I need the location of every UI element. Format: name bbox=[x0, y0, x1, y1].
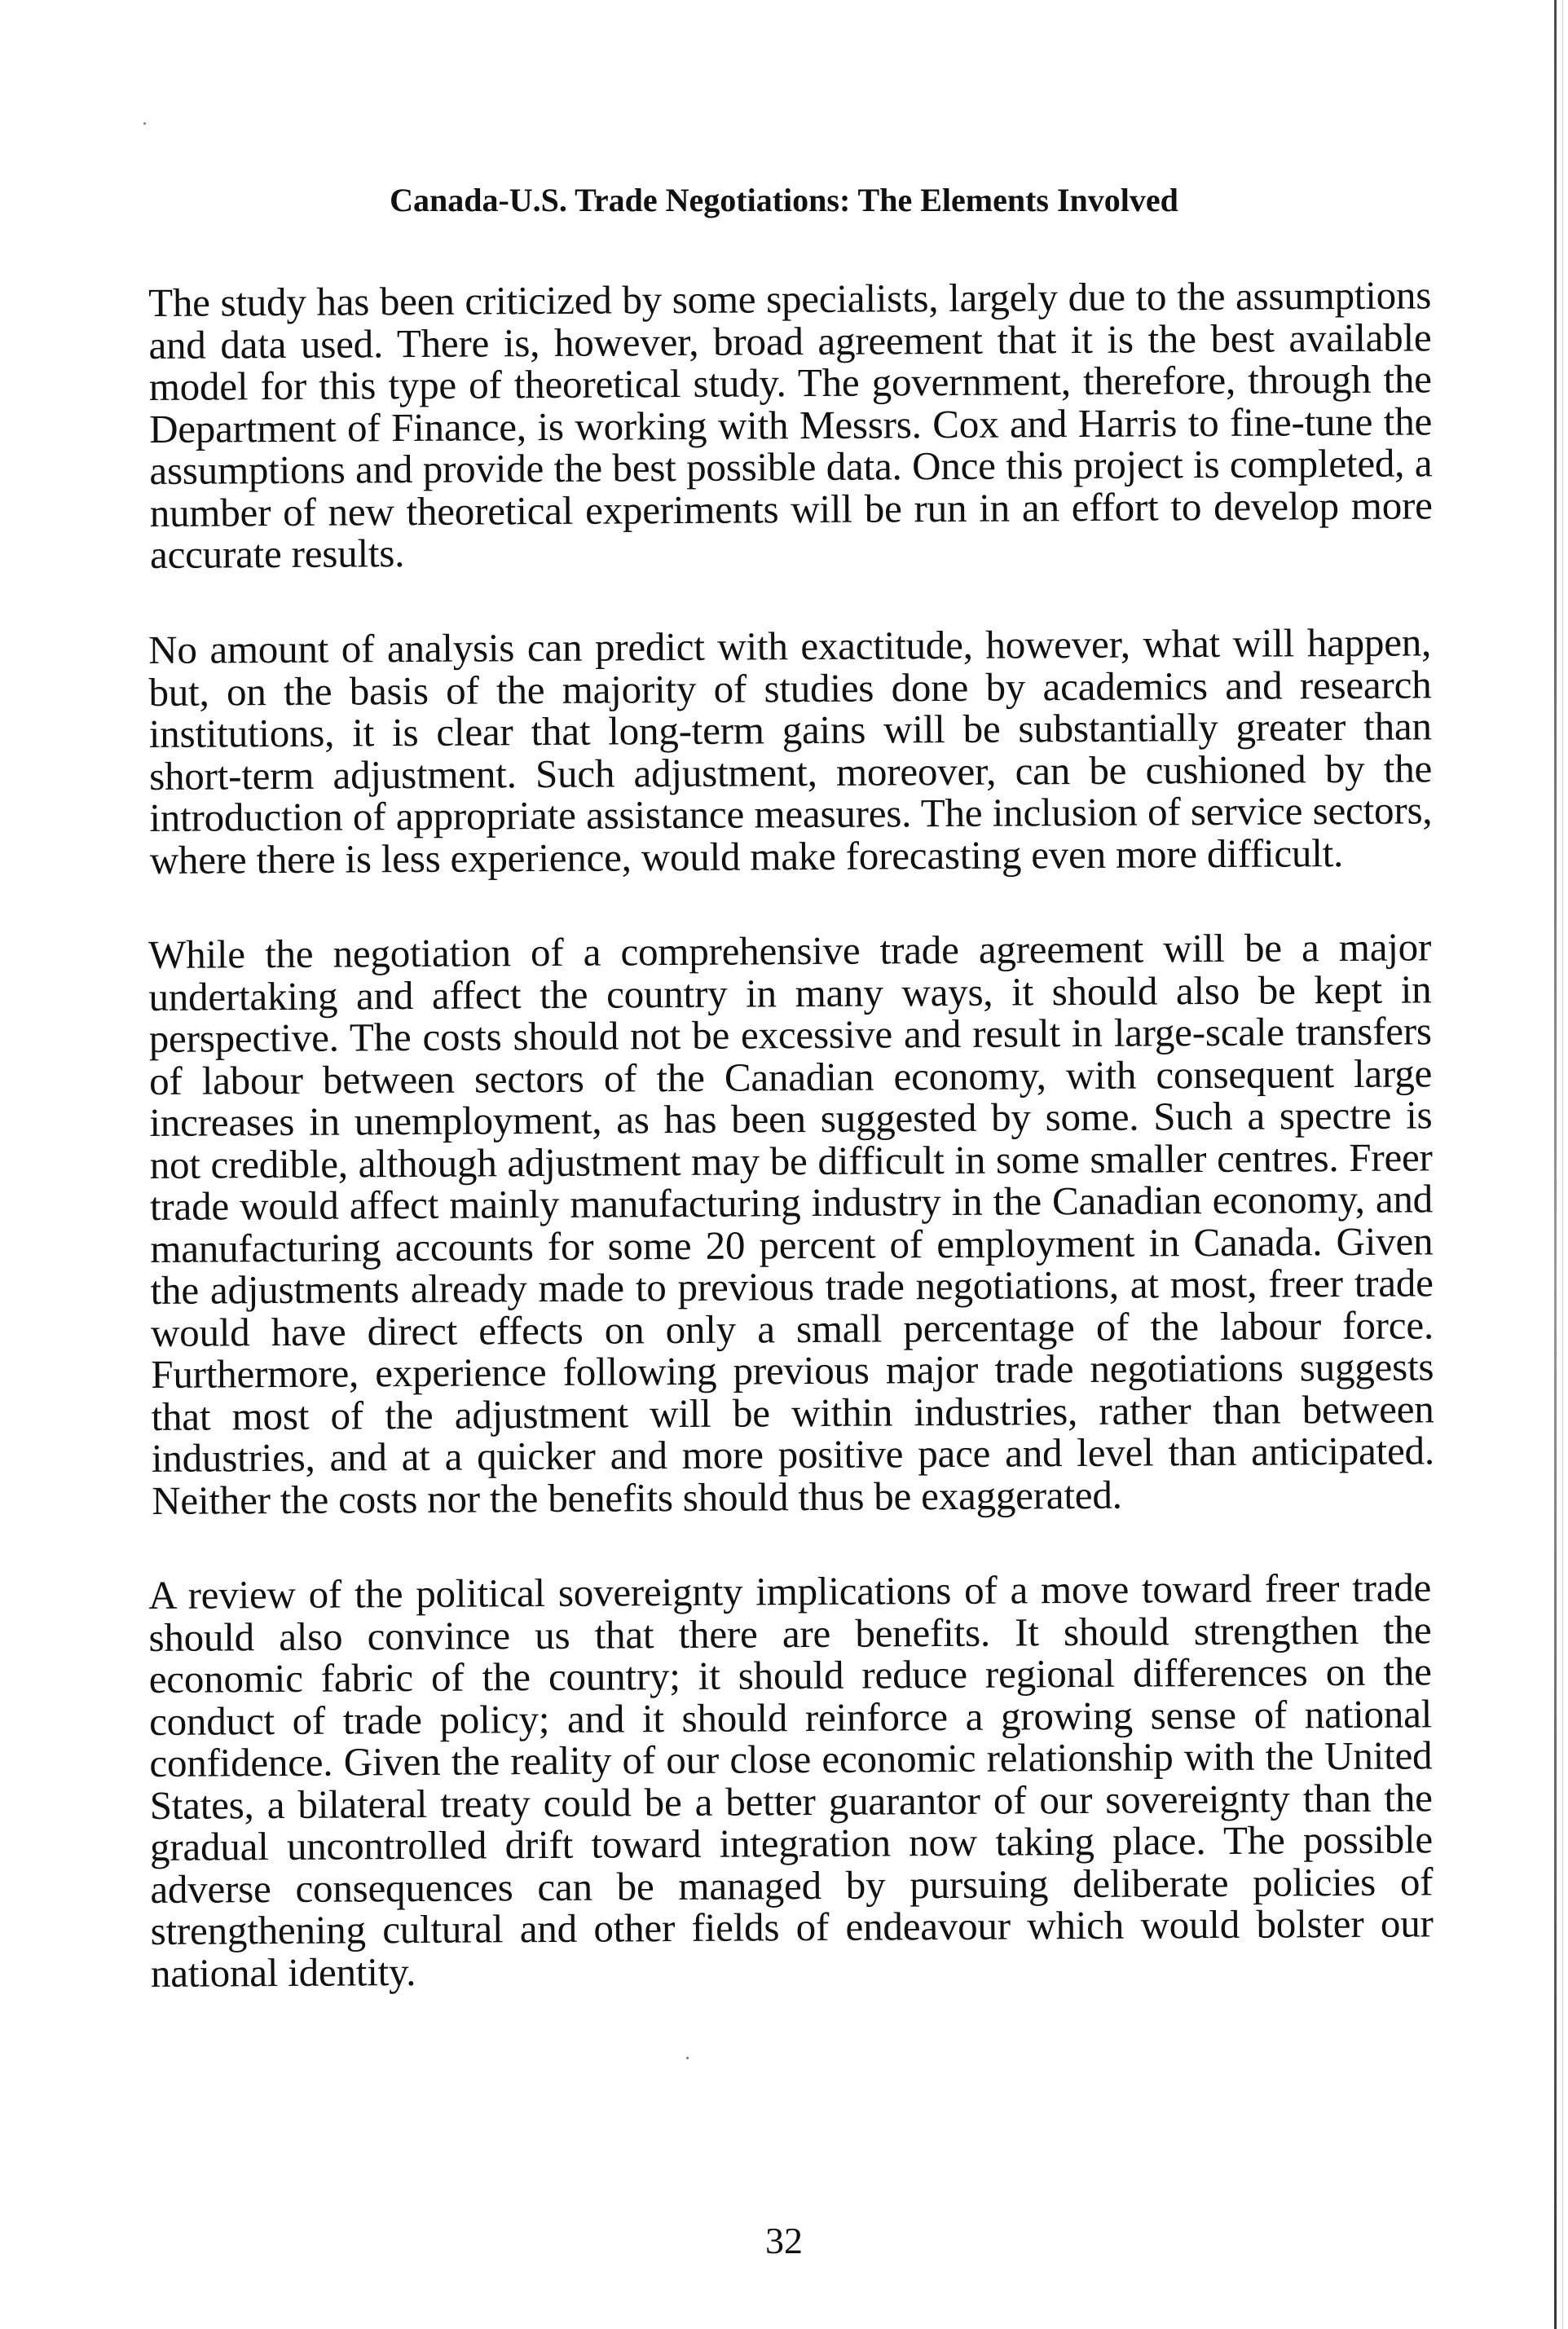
scan-edge-line bbox=[1562, 0, 1563, 2329]
paragraph-4: A review of the political sovereignty implications of a move toward freer trade should also convince us that there are benefits. It should strengthen the economic fabric of the country; it should reduce regional differences on the conduct of trade policy; and it should reinforce a growing sense of national confidence. Given the reality of our close economic relationship with the United States, a bilateral treaty could be a better guarantor of our sovereignty than the gradual uncontrolled drift toward integration now taking place. The possible adverse consequences can be managed by pursuing deliberate policies of strengthening cultural and other fields of endeavour which would bolster our national identity. bbox=[148, 1564, 1434, 1995]
body-text bbox=[148, 272, 1435, 2047]
scan-speck bbox=[143, 122, 146, 125]
running-header: Canada-U.S. Trade Negotiations: The Elements Involved bbox=[390, 182, 1178, 218]
paragraph-2: No amount of analysis can predict with exactitude, however, what will happen, but, on the basis of the majority of studies done by academics and research institutions, it is clear that long-term gains will be substantially greater than short-term adjustment. Such adjustment, moreover, can be cushioned by the introduction of appropriate assistance measures. The inclusion of service sectors, where there is less experience, would make forecasting even more difficult. bbox=[148, 619, 1433, 882]
scan-edge-shadow bbox=[1554, 0, 1557, 2329]
paragraph-3: While the negotiation of a comprehensive trade agreement will be a major undertaking and affect the country in many ways, it should also be kept in perspective. The costs should not be excessive and result in large-scale transfers of labour between sectors of the Canadian economy, with consequent large increases in unemployment, as has been suggested by some. Such a spectre is not credible, although adjustment may be difficult in some smaller centres. Freer trade would affect mainly manufacturing industry in the Canadian economy, and manufacturing accounts for some 20 percent of employment in Canada. Given the adjustments already made to previous trade negotiations, at most, freer trade would have direct effects on only a small percentage of the labour force. Furthermore, experience following previous major trade negotiations suggests that most of the adjustment will be within industries, rather than between industries, and at a quicker and more positive pace and level than anticipated. Neither the costs nor the benefits should thus be exaggerated. bbox=[148, 923, 1435, 1522]
page-number: 32 bbox=[765, 2220, 803, 2261]
scan-speck bbox=[686, 2057, 689, 2059]
paragraph-1: The study has been criticized by some specialists, largely due to the assumptions and data used. There is, however, broad agreement that it is the best available model for this type of theoretical study. The government, therefore, through the Department of Finance, is working with Messrs. Cox and Harris to fine-tune the assumptions and provide the best possible data. Once this project is completed, a number of new theoretical experiments will be run in an effort to develop more accurate results. bbox=[148, 272, 1433, 577]
